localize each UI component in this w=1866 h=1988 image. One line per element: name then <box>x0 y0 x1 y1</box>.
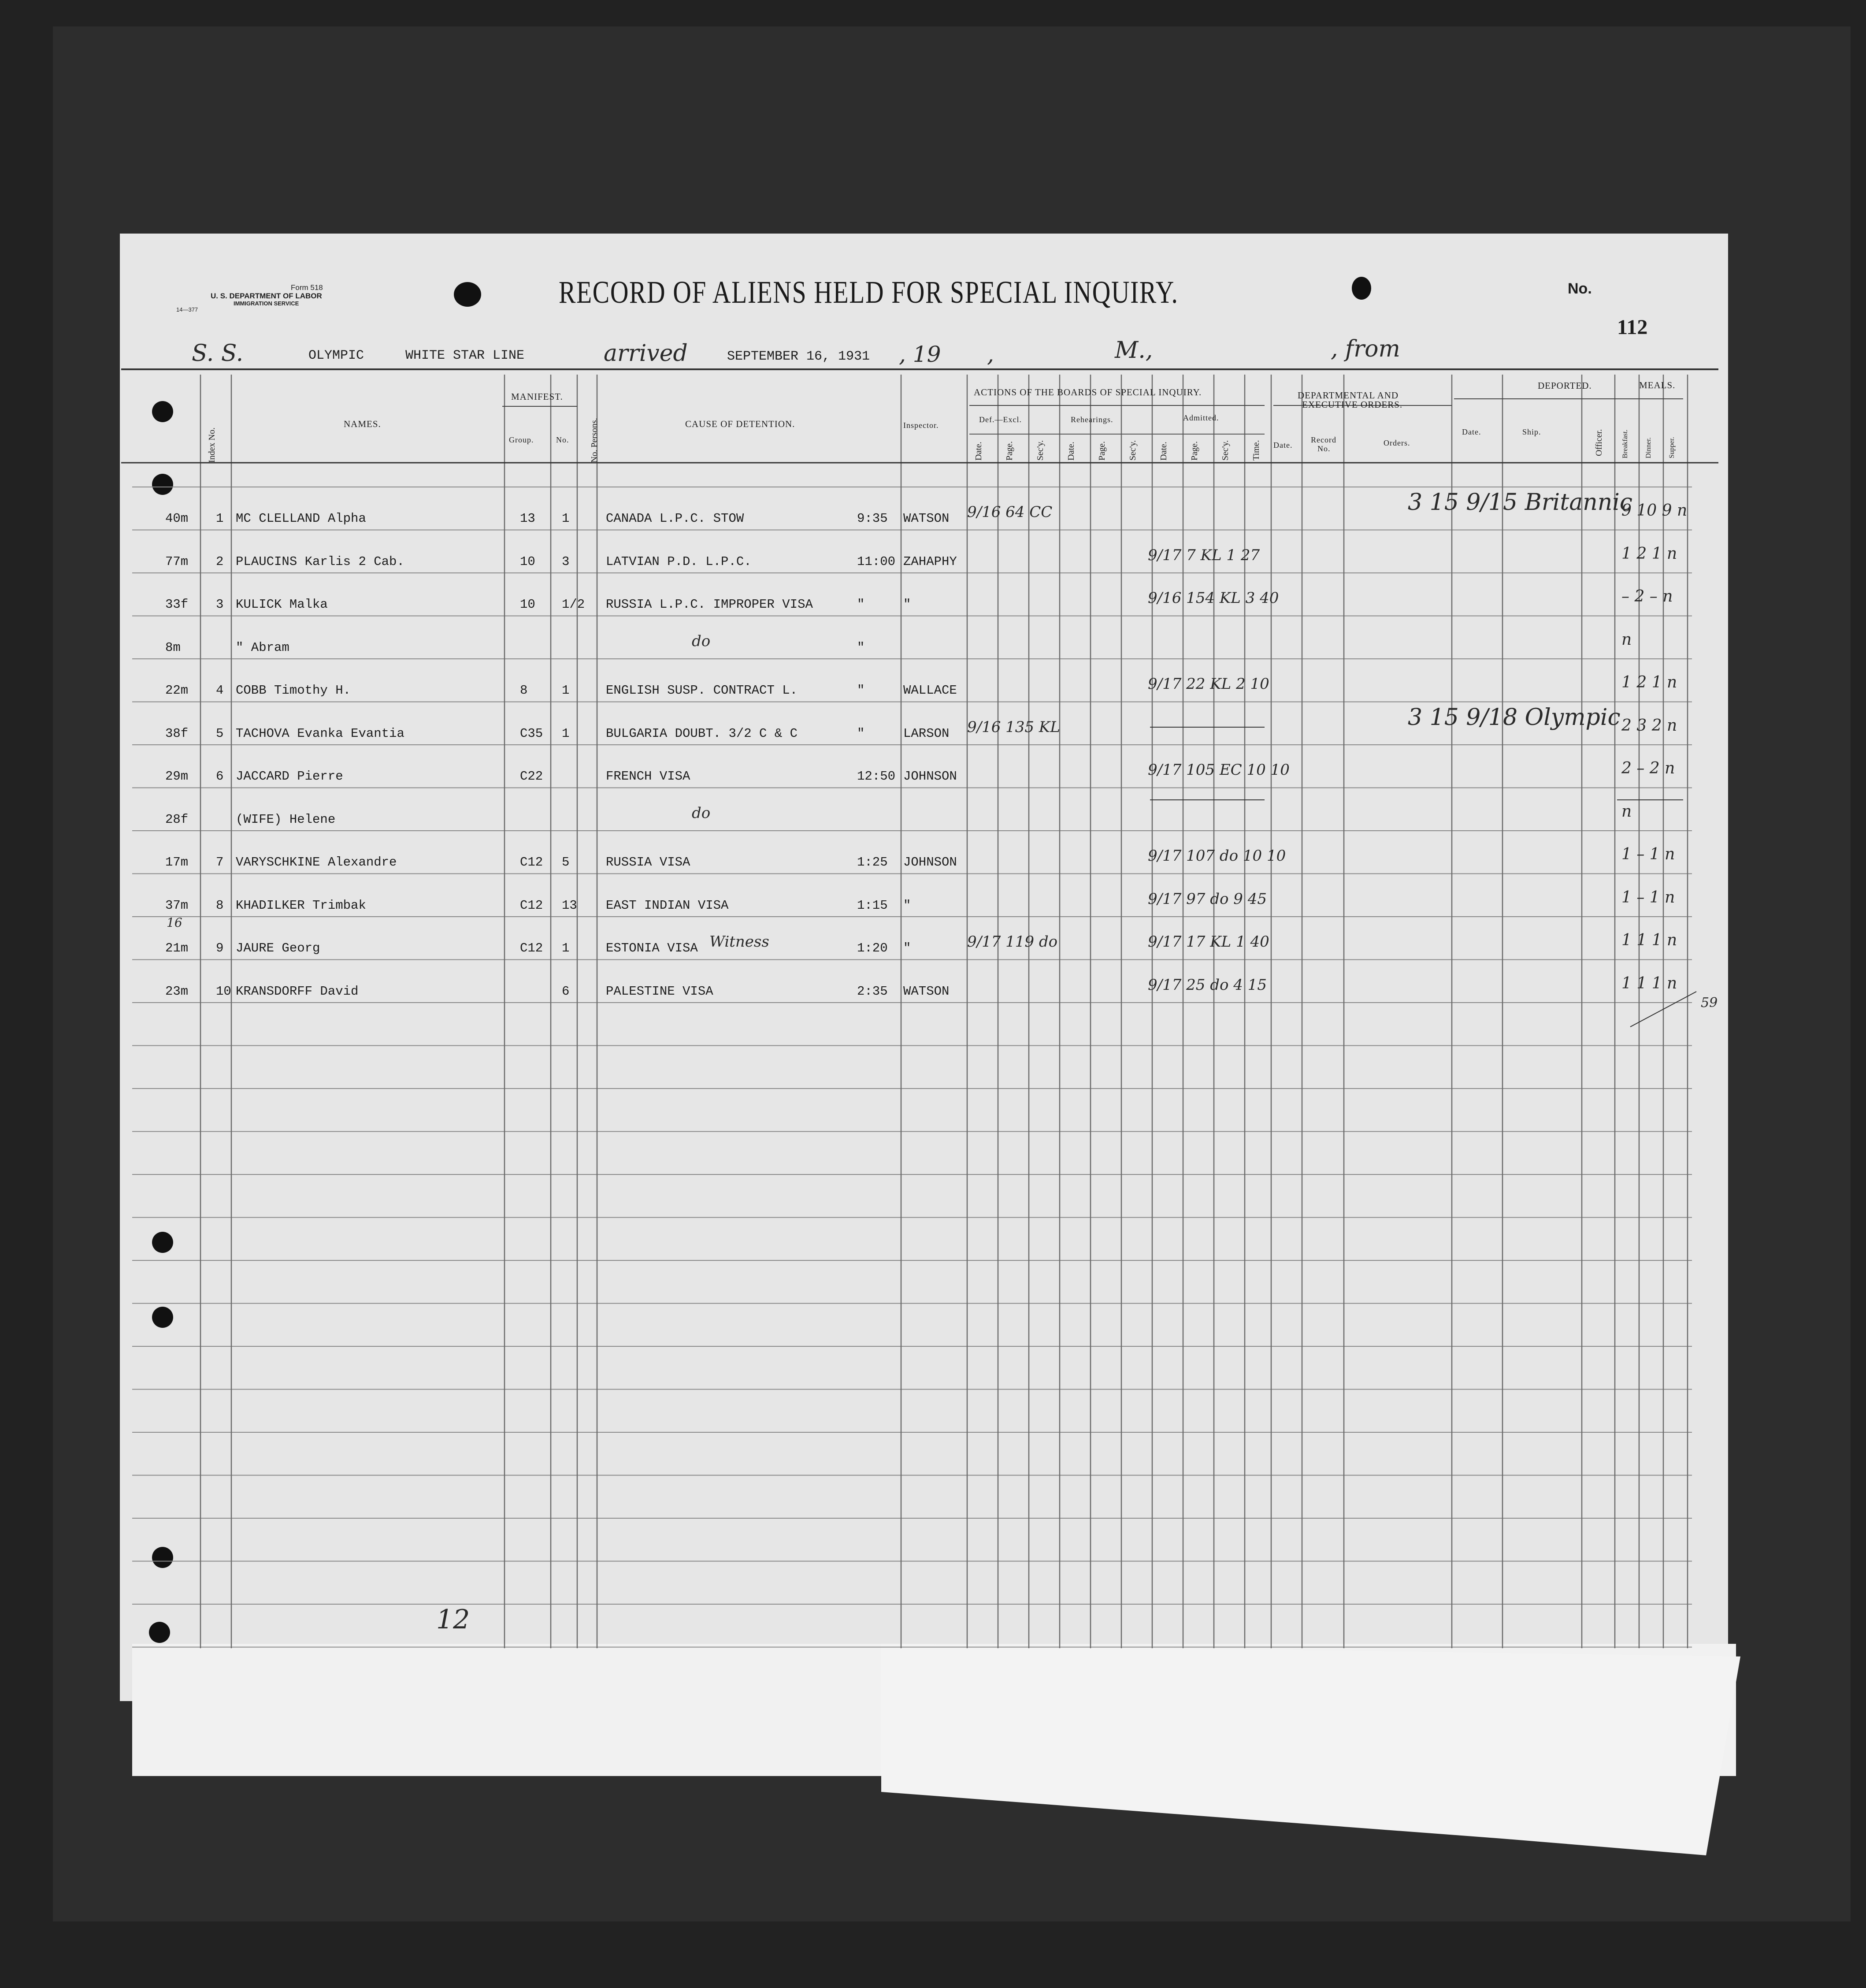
row-manifest-no: 3 <box>562 554 570 569</box>
row-def-excl: 9/17 119 do <box>967 933 1058 951</box>
row-meals: 2 3 2 n <box>1621 716 1677 735</box>
row-age: 33f <box>165 597 189 612</box>
row-time: 12:50 <box>857 769 896 784</box>
row-meals: n <box>1621 630 1632 649</box>
row-inspector: LARSON <box>903 726 950 741</box>
record-no-label: No. <box>1568 280 1592 297</box>
form-code: 14—377 <box>176 306 198 313</box>
row-name: JACCARD Pierre <box>236 769 343 784</box>
row-cause: RUSSIA VISA <box>606 855 690 870</box>
form-number: Form 518 <box>291 283 323 292</box>
def-page-header: Page. <box>1005 441 1014 461</box>
service-name: IMMIGRATION SERVICE <box>234 300 299 307</box>
row-manifest-no: 1 <box>562 511 570 526</box>
page-title: RECORD OF ALIENS HELD FOR SPECIAL INQUIRY. <box>559 275 1179 310</box>
row-inspector: " <box>903 898 911 913</box>
row-cause: EAST INDIAN VISA <box>606 898 729 913</box>
row-manifest-no: 1/2 <box>562 597 585 612</box>
manifest-no-header: No. <box>556 435 569 444</box>
row-index: 9 <box>216 941 224 955</box>
row-time: 1:15 <box>857 898 888 913</box>
officer-header: Officer. <box>1594 429 1604 456</box>
row-name: JAURE Georg <box>236 941 320 955</box>
row-inspector: ZAHAPHY <box>903 554 957 569</box>
deported-ship-header: Ship. <box>1522 427 1541 436</box>
row-inspector: WATSON <box>903 984 950 999</box>
row-def-excl: 9/16 135 KL <box>967 718 1060 736</box>
supper-header: Supper. <box>1668 437 1676 458</box>
rehearings-header: Rehearings. <box>1071 415 1113 424</box>
row-name: TACHOVA Evanka Evantia <box>236 726 404 741</box>
meals-total: 59 <box>1701 995 1718 1011</box>
row-manifest-no: 6 <box>562 984 570 999</box>
row-index: 3 <box>216 597 224 612</box>
row-time: 2:35 <box>857 984 888 999</box>
deported-header: DEPORTED. <box>1538 380 1592 391</box>
row-group: 10 <box>520 597 535 612</box>
row-age-correction: 16 <box>167 915 182 930</box>
row-meals: 1 1 1 n <box>1621 931 1677 949</box>
row-manifest-no: 1 <box>562 941 570 955</box>
row-inspector: " <box>903 941 911 955</box>
row-group: 13 <box>520 511 535 526</box>
row-meals: 1 2 1 n <box>1621 673 1677 691</box>
row-time: 1:20 <box>857 941 888 955</box>
ss-label: S. S. <box>192 340 244 367</box>
row-def-excl: 9/16 64 CC <box>967 503 1053 521</box>
index-no-header: Index No. <box>207 427 217 463</box>
manifest-header: MANIFEST. <box>511 391 563 402</box>
row-cause: ENGLISH SUSP. CONTRACT L. <box>606 683 798 698</box>
row-deported: 3 15 9/18 Olympic <box>1408 704 1621 731</box>
adm-secy-header: Sec'y. <box>1221 440 1230 461</box>
row-name: KHADILKER Trimbak <box>236 898 366 913</box>
row-meals: 1 – 1 n <box>1621 888 1675 907</box>
row-index: 8 <box>216 898 224 913</box>
row-index: 4 <box>216 683 224 698</box>
from-label: , from <box>1331 336 1400 362</box>
row-index: 2 <box>216 554 224 569</box>
row-name: KRANSDORFF David <box>236 984 359 999</box>
row-name: COBB Timothy H. <box>236 683 351 698</box>
row-meals: – 2 – n <box>1621 587 1673 606</box>
row-cause: FRENCH VISA <box>606 769 690 784</box>
row-admitted: 9/17 7 KL 1 27 <box>1148 546 1260 564</box>
meals-header: MEALS. <box>1639 380 1676 390</box>
row-inspector: JOHNSON <box>903 855 957 870</box>
reh-secy-header: Sec'y. <box>1128 440 1138 461</box>
row-time: " <box>857 597 865 612</box>
def-excl-header: Def.—Excl. <box>979 415 1022 424</box>
reh-page-header: Page. <box>1097 441 1107 461</box>
actions-header: ACTIONS OF THE BOARDS OF SPECIAL INQUIRY. <box>974 387 1202 398</box>
names-header: NAMES. <box>344 419 381 429</box>
row-admitted: 9/17 97 do 9 45 <box>1148 890 1267 908</box>
row-group: 10 <box>520 554 535 569</box>
row-admitted: 9/16 154 KL 3 40 <box>1148 589 1279 607</box>
row-admitted: 9/17 105 EC 10 10 <box>1148 761 1290 779</box>
row-index: 6 <box>216 769 224 784</box>
row-manifest-no: 5 <box>562 855 570 870</box>
arrival-date: SEPTEMBER 16, 1931 <box>727 349 870 364</box>
orders-date-header: Date. <box>1273 441 1293 450</box>
row-meals: 2 – 2 n <box>1621 759 1675 777</box>
row-cause-note: Witness <box>709 933 769 951</box>
row-age: 38f <box>165 726 189 741</box>
row-time: 11:00 <box>857 554 896 569</box>
row-cause: CANADA L.P.C. STOW <box>606 511 744 526</box>
group-header: Group. <box>509 435 534 444</box>
row-age: 17m <box>165 855 189 870</box>
row-cause: BULGARIA DOUBT. 3/2 C & C <box>606 726 798 741</box>
row-name: (WIFE) Helene <box>236 812 336 827</box>
row-index: 5 <box>216 726 224 741</box>
row-age: 23m <box>165 984 189 999</box>
row-meals: 1 1 1 n <box>1621 974 1677 992</box>
row-group: C22 <box>520 769 543 784</box>
row-cause: ESTONIA VISA <box>606 941 698 955</box>
shipping-line: WHITE STAR LINE <box>405 348 525 363</box>
admitted-header: Admitted. <box>1183 413 1219 422</box>
ship-name: OLYMPIC <box>308 348 364 363</box>
row-group: C12 <box>520 898 543 913</box>
bottom-tally-mark: 12 <box>436 1604 470 1635</box>
cause-header: CAUSE OF DETENTION. <box>685 419 795 429</box>
record-no-header-2: No. <box>1317 444 1331 453</box>
row-deported: 3 15 9/15 Britannic <box>1408 489 1632 516</box>
row-age: 37m <box>165 898 189 913</box>
row-cause: PALESTINE VISA <box>606 984 713 999</box>
row-admitted: 9/17 22 KL 2 10 <box>1148 675 1269 693</box>
row-name: " Abram <box>236 640 289 655</box>
dinner-header: Dinner. <box>1645 437 1652 458</box>
row-group: C35 <box>520 726 543 741</box>
row-name: PLAUCINS Karlis 2 Cab. <box>236 554 404 569</box>
m-label: M., <box>1115 337 1153 364</box>
departmental-header: DEPARTMENTAL AND <box>1298 390 1399 401</box>
row-index: 7 <box>216 855 224 870</box>
voyage-separator: , <box>987 342 994 367</box>
row-name: KULICK Malka <box>236 597 328 612</box>
row-cause: LATVIAN P.D. L.P.C. <box>606 554 752 569</box>
row-meals: 1 2 1 n <box>1621 544 1677 563</box>
row-age: 40m <box>165 511 189 526</box>
inspector-header: Inspector. <box>903 421 939 430</box>
row-inspector: JOHNSON <box>903 769 957 784</box>
row-inspector: WATSON <box>903 511 950 526</box>
row-cause-note: do <box>692 632 711 650</box>
row-age: 22m <box>165 683 189 698</box>
row-cause-note: do <box>692 804 711 822</box>
no-persons-header: No. Persons. <box>590 418 599 463</box>
row-age: 29m <box>165 769 189 784</box>
row-age: 21m <box>165 941 189 955</box>
row-meals: 9 10 9 n <box>1621 502 1688 520</box>
department-name: U. S. DEPARTMENT OF LABOR <box>211 292 322 300</box>
reh-date-header: Date. <box>1066 442 1076 461</box>
row-age: 8m <box>165 640 181 655</box>
row-group: 8 <box>520 683 528 698</box>
breakfast-header: Breakfast. <box>1621 429 1629 458</box>
def-date-header: Date. <box>974 442 983 461</box>
row-index: 1 <box>216 511 224 526</box>
year-label: , 19 <box>899 342 941 367</box>
row-admitted: 9/17 17 KL 1 40 <box>1148 933 1269 951</box>
arrived-label: arrived <box>604 340 688 367</box>
def-secy-header: Sec'y. <box>1035 440 1045 461</box>
row-manifest-no: 13 <box>562 898 577 913</box>
row-name: MC CLELLAND Alpha <box>236 511 366 526</box>
row-time: " <box>857 726 865 741</box>
row-time: " <box>857 640 865 655</box>
row-age: 77m <box>165 554 189 569</box>
row-age: 28f <box>165 812 189 827</box>
orders-header: Orders. <box>1384 438 1410 447</box>
deported-date-header: Date. <box>1462 427 1481 436</box>
row-admitted: 9/17 25 do 4 15 <box>1148 976 1267 994</box>
adm-date-header: Date. <box>1159 442 1169 461</box>
row-inspector: " <box>903 597 911 612</box>
row-cause: RUSSIA L.P.C. IMPROPER VISA <box>606 597 813 612</box>
record-no-header-1: Record <box>1311 435 1336 444</box>
row-group: C12 <box>520 941 543 955</box>
row-time: 9:35 <box>857 511 888 526</box>
row-meals: 1 – 1 n <box>1621 845 1675 863</box>
row-time: 1:25 <box>857 855 888 870</box>
row-name: VARYSCHKINE Alexandre <box>236 855 397 870</box>
row-manifest-no: 1 <box>562 683 570 698</box>
row-manifest-no: 1 <box>562 726 570 741</box>
row-admitted: 9/17 107 do 10 10 <box>1148 847 1286 865</box>
executive-header: EXECUTIVE ORDERS. <box>1302 399 1403 410</box>
row-group: C12 <box>520 855 543 870</box>
row-index: 10 <box>216 984 231 999</box>
record-number: 112 <box>1617 316 1648 339</box>
adm-page-header: Page. <box>1190 441 1199 461</box>
row-meals: n <box>1621 802 1632 821</box>
adm-time-header: Time. <box>1251 440 1261 461</box>
row-time: " <box>857 683 865 698</box>
row-inspector: WALLACE <box>903 683 957 698</box>
